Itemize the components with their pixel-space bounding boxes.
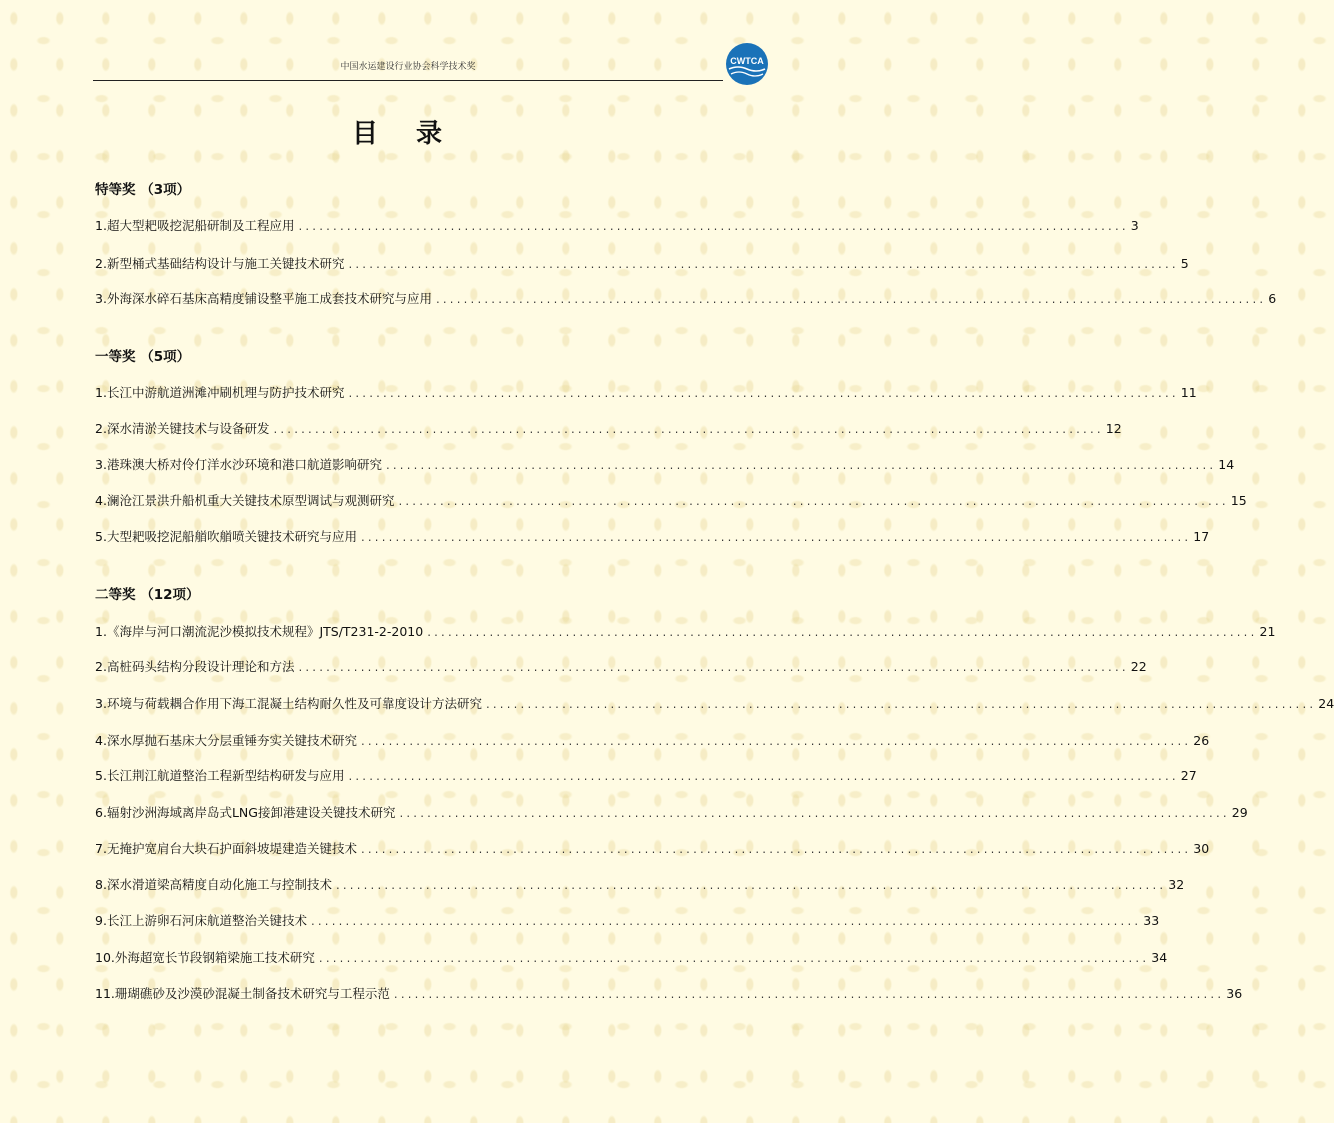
toc-entry[interactable] [95, 731, 1210, 751]
toc-entry[interactable] [95, 289, 1277, 309]
toc-dot-leader: ........................................................................................................................ [309, 917, 1141, 928]
toc-entry-page: 5 [1180, 256, 1189, 271]
toc-entry[interactable] [95, 216, 1139, 236]
toc-entry-number: 9. [95, 913, 107, 928]
header-text: 中国水运建设行业协会科学技术奖 [340, 62, 476, 72]
toc-entry-title: 深水清淤关键技术与设备研发 [106, 421, 270, 436]
toc-entry-number: 6. [95, 805, 107, 820]
header-rule [93, 80, 723, 81]
toc-entry[interactable] [95, 455, 1235, 475]
toc-entry-title: 《海岸与河口潮流泥沙模拟技术规程》JTS/T231-2-2010 [106, 624, 424, 639]
toc-entry-number: 10. [95, 950, 115, 965]
toc-entry-title: 外海超宽长节段钢箱梁施工技术研究 [114, 950, 315, 965]
toc-entry-page: 22 [1130, 659, 1147, 674]
page-title: 目录 [351, 119, 480, 149]
toc-entry-title: 深水厚抛石基床大分层重锤夯实关键技术研究 [106, 733, 357, 748]
toc-dot-leader: ........................................................................................................................ [297, 222, 1128, 233]
toc-entry-page: 29 [1231, 805, 1248, 820]
toc-dot-leader: ........................................................................................................................ [317, 954, 1149, 965]
toc-dot-leader: ........................................................................................................................ [359, 845, 1191, 856]
toc-dot-leader: ........................................................................................................................ [347, 772, 1178, 783]
toc-entry-title: 澜沧江景洪升船机重大关键技术原型调试与观测研究 [106, 493, 395, 508]
toc-dot-leader: ........................................................................................................................ [347, 260, 1178, 271]
toc-dot-leader: ........................................................................................................................ [359, 737, 1191, 748]
toc-entry-title: 港珠澳大桥对伶仃洋水沙环境和港口航道影响研究 [106, 457, 382, 472]
toc-dot-leader: ........................................................................................................................ [297, 663, 1128, 674]
toc-entry[interactable] [95, 527, 1210, 547]
toc-entry-title: 长江中游航道洲滩冲刷机理与防护技术研究 [106, 385, 345, 400]
logo-text: CWTCA [730, 56, 764, 66]
toc-entry-number: 5. [95, 529, 107, 544]
toc-entry-number: 11. [95, 986, 115, 1001]
toc-entry-number: 1. [95, 218, 107, 233]
toc-entry-number: 1. [95, 624, 107, 639]
cwtca-logo [725, 42, 769, 86]
toc-entry-title: 珊瑚礁砂及沙漠砂混凝土制备技术研究与工程示范 [114, 986, 390, 1001]
toc-entry[interactable] [95, 839, 1210, 859]
toc-entry-page: 34 [1151, 950, 1168, 965]
toc-entry-page: 12 [1105, 421, 1122, 436]
toc-entry-number: 3. [95, 291, 107, 306]
toc-entry-title: 长江荆江航道整治工程新型结构研发与应用 [106, 768, 345, 783]
toc-entry[interactable] [95, 911, 1160, 931]
toc-entry-number: 2. [95, 659, 107, 674]
toc-dot-leader: ........................................................................................................................ [398, 809, 1229, 820]
toc-entry-number: 4. [95, 733, 107, 748]
toc-entry-page: 33 [1143, 913, 1160, 928]
toc-entry-page: 11 [1180, 385, 1197, 400]
toc-entry-title: 新型桶式基础结构设计与施工关键技术研究 [106, 256, 345, 271]
toc-entry-number: 4. [95, 493, 107, 508]
toc-entry-page: 17 [1193, 529, 1210, 544]
toc-entry[interactable] [95, 491, 1247, 511]
toc-entry-title: 长江上游卵石河床航道整治关键技术 [106, 913, 307, 928]
toc-entry-page: 30 [1193, 841, 1210, 856]
toc-entry-number: 7. [95, 841, 107, 856]
toc-entry-page: 32 [1168, 877, 1185, 892]
toc-entry[interactable] [95, 984, 1243, 1004]
toc-dot-leader: ........................................................................................................................ [334, 881, 1166, 892]
section-heading: 二等奖 （12项） [95, 587, 200, 603]
toc-entry-page: 15 [1230, 493, 1247, 508]
toc-entry[interactable] [95, 948, 1168, 968]
page-header [93, 53, 723, 81]
toc-entry-title: 无掩护宽肩台大块石护面斜坡堤建造关键技术 [106, 841, 357, 856]
toc-entry-number: 1. [95, 385, 107, 400]
toc-entry-title: 大型耙吸挖泥船艏吹艏喷关键技术研究与应用 [106, 529, 357, 544]
toc-dot-leader: ........................................................................................................................ [434, 295, 1266, 306]
toc-dot-leader: ........................................................................................................................ [384, 461, 1216, 472]
section-heading: 一等奖 （5项） [95, 349, 191, 365]
toc-entry-number: 3. [95, 696, 107, 711]
toc-dot-leader: ........................................................................................................................ [347, 389, 1178, 400]
toc-dot-leader: ........................................................................................................................ [392, 990, 1224, 1001]
toc-entry[interactable] [95, 875, 1185, 895]
toc-entry[interactable] [95, 657, 1147, 677]
toc-entry[interactable] [95, 254, 1189, 274]
toc-entry-page: 14 [1218, 457, 1235, 472]
toc-entry-number: 8. [95, 877, 107, 892]
toc-entry-page: 27 [1180, 768, 1197, 783]
section-heading: 特等奖 （3项） [95, 182, 191, 198]
toc-dot-leader: ........................................................................................................................ [397, 497, 1228, 508]
toc-entry-page: 6 [1268, 291, 1277, 306]
toc-dot-leader: ........................................................................................................................ [426, 628, 1257, 639]
toc-entry-number: 2. [95, 421, 107, 436]
toc-entry-page: 3 [1130, 218, 1139, 233]
toc-entry-number: 5. [95, 768, 107, 783]
toc-entry-page: 21 [1259, 624, 1276, 639]
toc-entry[interactable] [95, 419, 1122, 439]
toc-entry[interactable] [95, 803, 1248, 823]
toc-entry-title: 深水滑道梁高精度自动化施工与控制技术 [106, 877, 332, 892]
toc-entry-page: 36 [1226, 986, 1243, 1001]
toc-dot-leader: ........................................................................................................................ [272, 425, 1103, 436]
toc-entry-page: 26 [1193, 733, 1210, 748]
toc-entry-number: 3. [95, 457, 107, 472]
toc-entry-number: 2. [95, 256, 107, 271]
toc-entry[interactable] [95, 622, 1276, 642]
toc-dot-leader: ........................................................................................................................ [359, 533, 1191, 544]
toc-entry-page: 24 [1318, 696, 1334, 711]
toc-entry[interactable] [95, 383, 1197, 403]
toc-entry-title: 外海深水碎石基床高精度铺设整平施工成套技术研究与应用 [106, 291, 432, 306]
toc-dot-leader: ........................................................................................................................ [484, 700, 1316, 711]
toc-entry[interactable] [95, 694, 1334, 714]
toc-entry[interactable] [95, 766, 1197, 786]
toc-entry-title: 辐射沙洲海域离岸岛式LNG接卸港建设关键技术研究 [106, 805, 396, 820]
toc-entry-title: 环境与荷载耦合作用下海工混凝土结构耐久性及可靠度设计方法研究 [106, 696, 482, 711]
toc-entry-title: 超大型耙吸挖泥船研制及工程应用 [106, 218, 295, 233]
toc-entry-title: 高桩码头结构分段设计理论和方法 [106, 659, 295, 674]
